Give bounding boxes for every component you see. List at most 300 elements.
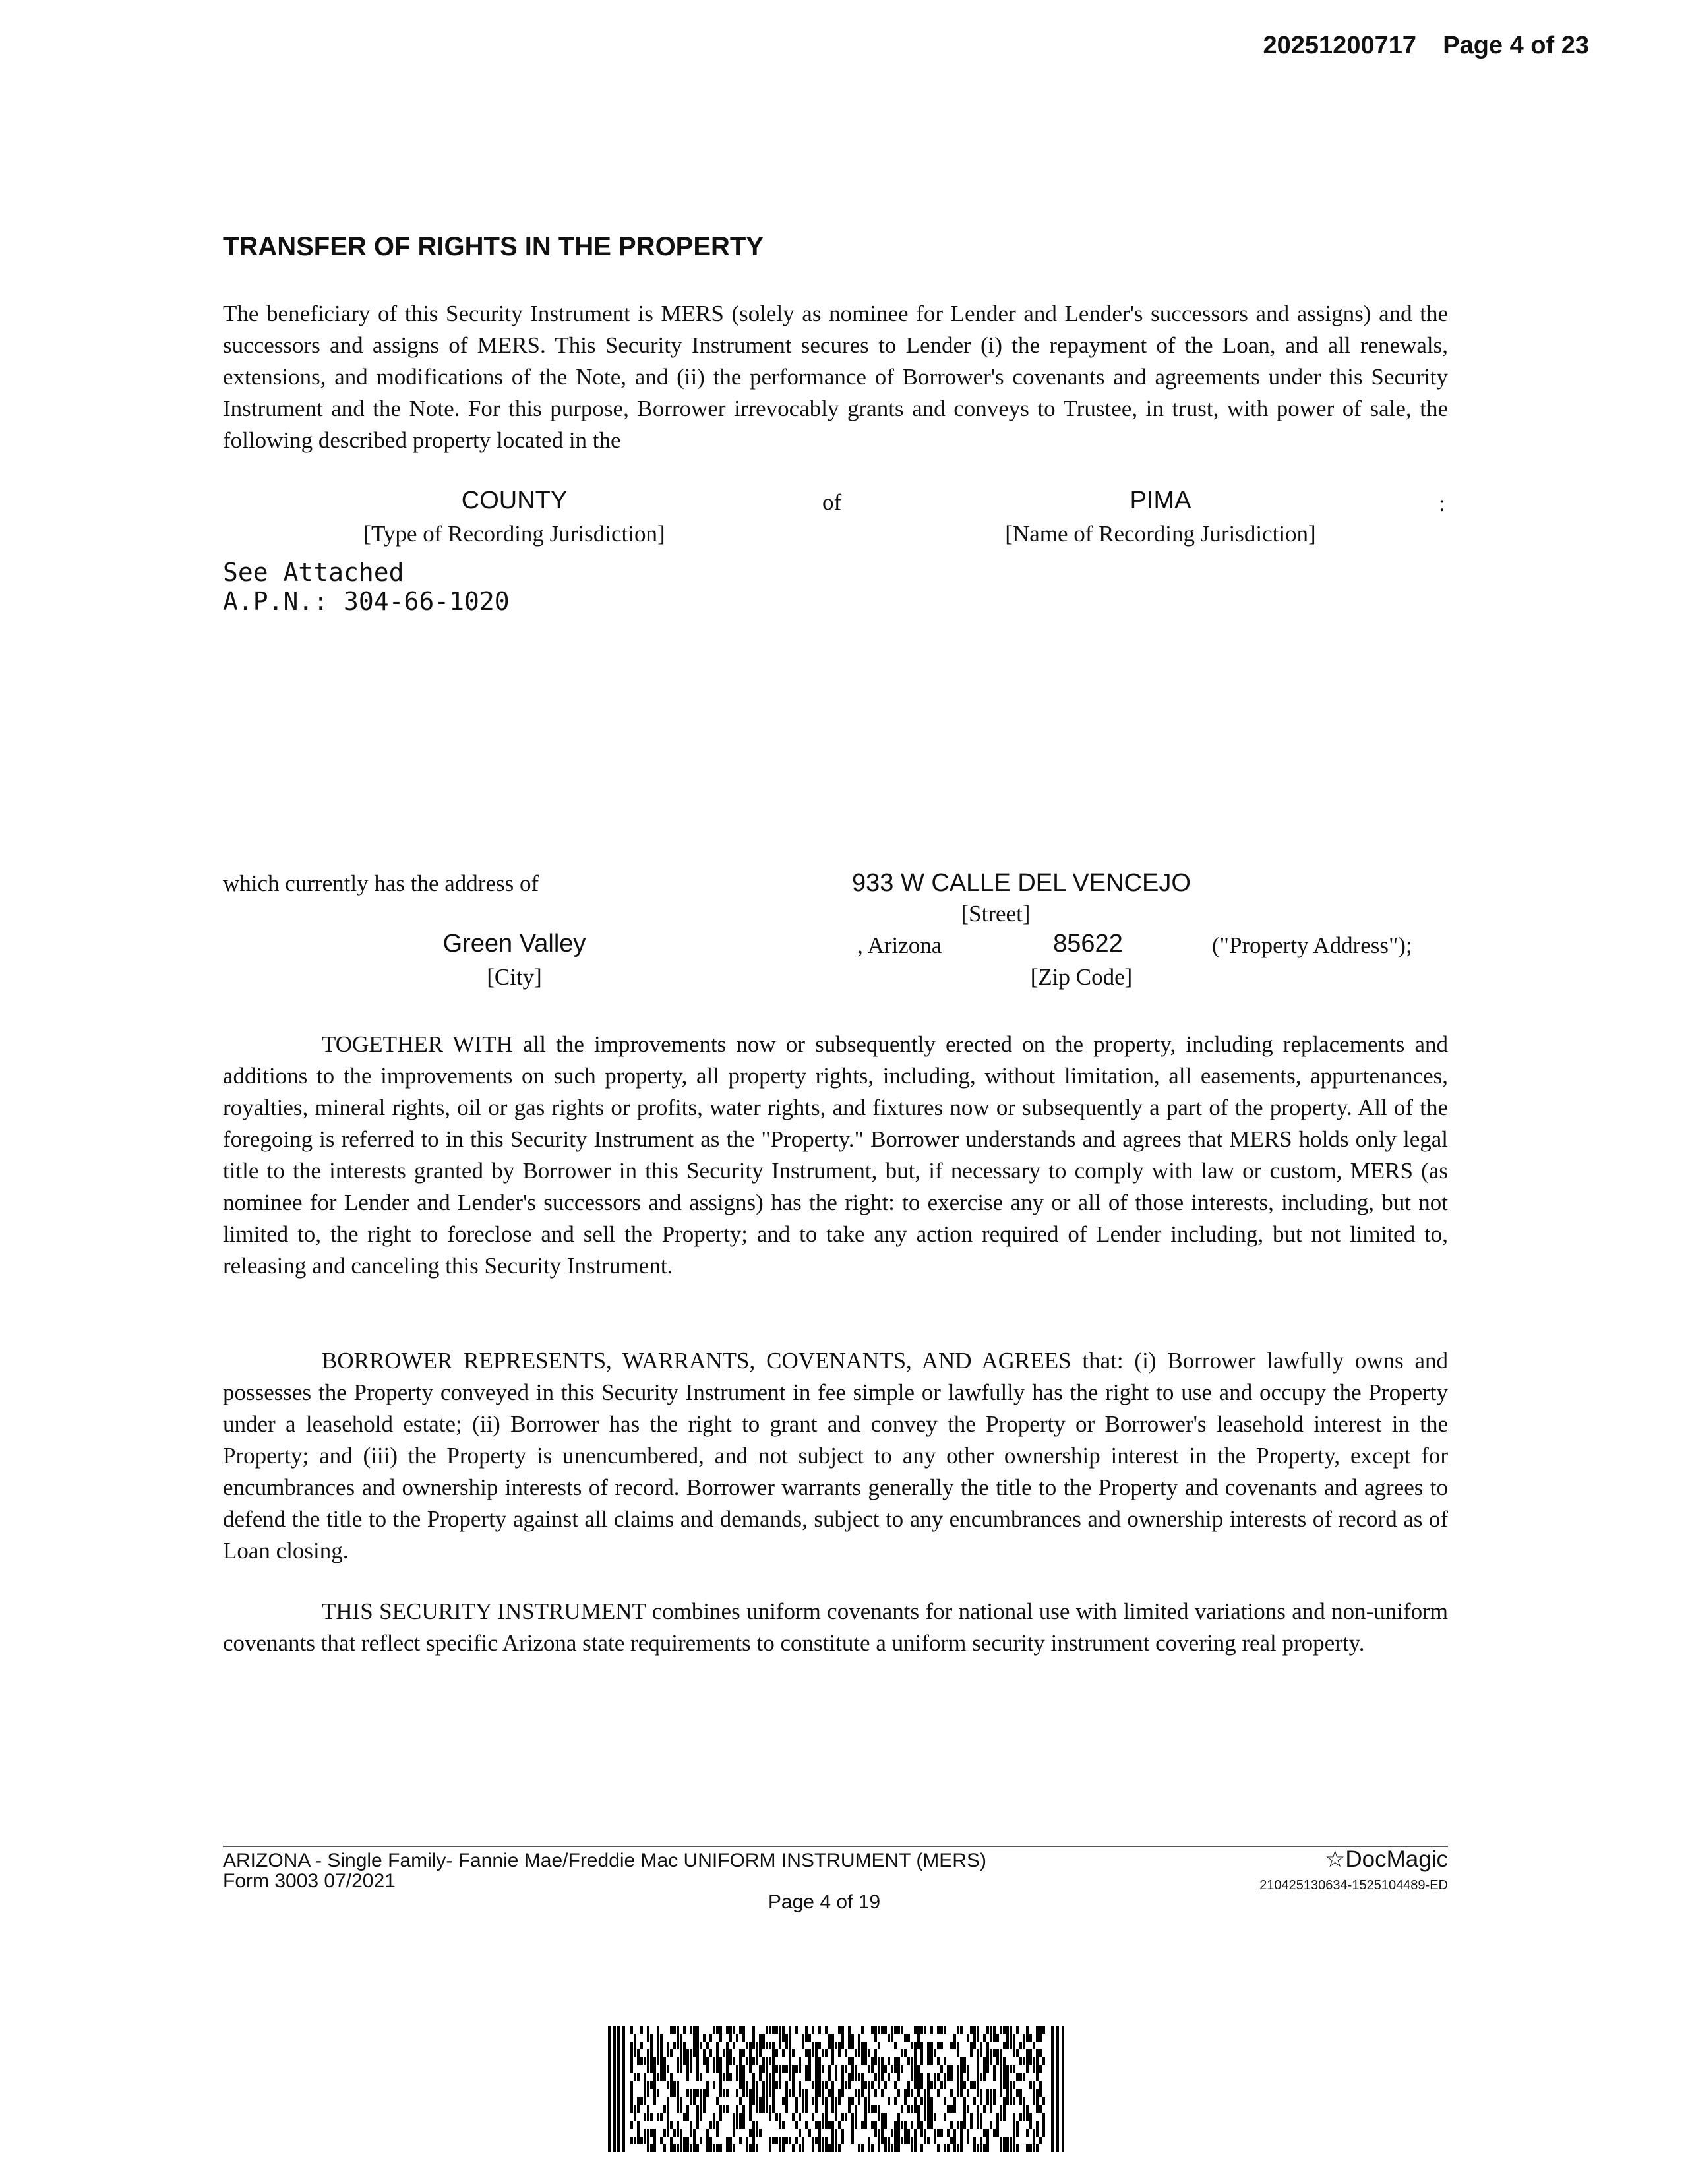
barcode-bar — [785, 2105, 788, 2113]
barcode-bar — [772, 2081, 775, 2089]
barcode-bar — [1039, 2034, 1042, 2042]
barcode-bar — [940, 2129, 943, 2137]
barcode-bar — [1036, 2065, 1039, 2073]
barcode-bar — [897, 2073, 900, 2081]
barcode-bar — [693, 2042, 696, 2049]
barcode-bar — [851, 2065, 854, 2073]
barcode-bar — [1013, 2113, 1015, 2121]
barcode-bar — [805, 2034, 808, 2042]
barcode-bar — [1036, 2034, 1039, 2042]
barcode-bar — [864, 2042, 867, 2049]
barcode-bar — [630, 2089, 633, 2097]
barcode-bar — [785, 2042, 788, 2049]
barcode-bar — [911, 2137, 913, 2144]
barcode-bar — [848, 2081, 851, 2089]
barcode-bar — [742, 2073, 745, 2081]
barcode-bar — [838, 2121, 841, 2129]
barcode-bar — [815, 2049, 818, 2057]
street-value: 933 W CALLE DEL VENCEJO — [852, 869, 1191, 897]
barcode-bar — [953, 2105, 956, 2113]
barcode-bar — [996, 2121, 999, 2129]
barcode-bar — [937, 2129, 940, 2137]
barcode-bar — [647, 2137, 649, 2144]
barcode-bar — [766, 2097, 768, 2105]
barcode-bar — [917, 2121, 920, 2129]
barcode-bar — [977, 2057, 979, 2065]
barcode-bar — [726, 2073, 729, 2081]
barcode-bar — [1042, 2121, 1045, 2129]
barcode-bar — [782, 2144, 785, 2152]
barcode-bar — [706, 2057, 709, 2065]
barcode-bar — [670, 2137, 673, 2144]
barcode-bar — [706, 2042, 709, 2049]
barcode-bar — [986, 2129, 989, 2137]
barcode-bar — [874, 2073, 877, 2081]
barcode-bar — [709, 2137, 712, 2144]
barcode-bar — [736, 2034, 738, 2042]
barcode-bar — [907, 2081, 910, 2089]
barcode-bar — [815, 2081, 818, 2089]
barcode-bar — [894, 2057, 897, 2065]
docmagic-logo — [1325, 1846, 1448, 1873]
barcode-bar — [1003, 2026, 1006, 2034]
barcode-bar — [716, 2026, 719, 2034]
barcode-bar — [977, 2026, 979, 2034]
barcode-bar — [934, 2049, 936, 2057]
barcode-bar — [733, 2057, 735, 2065]
barcode-bar — [713, 2026, 715, 2034]
barcode-bar — [640, 2097, 643, 2105]
barcode-bar — [729, 2049, 732, 2057]
barcode-bar — [802, 2105, 804, 2113]
barcode-bar — [967, 2089, 969, 2097]
barcode-bar — [677, 2144, 679, 2152]
barcode-bar — [841, 2073, 844, 2081]
barcode-bar — [990, 2089, 992, 2097]
barcode-bar — [977, 2081, 979, 2089]
barcode-bar — [937, 2042, 940, 2049]
barcode-bar — [706, 2081, 709, 2089]
barcode-bar — [736, 2113, 738, 2121]
barcode-bar — [1039, 2089, 1042, 2097]
barcode-bar — [703, 2034, 706, 2042]
barcode-bar — [990, 2121, 992, 2129]
barcode-bar — [630, 2049, 633, 2057]
barcode-bar — [825, 2097, 828, 2105]
barcode-bar — [716, 2097, 719, 2105]
barcode-bar — [1016, 2026, 1019, 2034]
barcode-bar — [1026, 2057, 1029, 2065]
barcode-bar — [700, 2105, 702, 2113]
barcode-bar — [775, 2049, 778, 2057]
barcode-bar — [805, 2089, 808, 2097]
barcode-bar — [630, 2137, 633, 2144]
barcode-bar — [927, 2042, 930, 2049]
barcode-bar — [1003, 2137, 1006, 2144]
barcode-bar — [822, 2113, 824, 2121]
barcode-bar — [838, 2144, 841, 2152]
barcode-bar — [657, 2057, 659, 2065]
barcode-bar — [888, 2034, 890, 2042]
barcode-bar — [1010, 2089, 1012, 2097]
barcode-bar — [986, 2057, 989, 2065]
barcode-bar — [700, 2073, 702, 2081]
barcode-bar — [914, 2137, 917, 2144]
barcode-bar — [911, 2073, 913, 2081]
barcode-bar — [960, 2065, 963, 2073]
barcode-bar — [924, 2113, 926, 2121]
barcode-bar — [1003, 2065, 1006, 2073]
barcode-bar — [983, 2073, 986, 2081]
barcode-bar — [637, 2129, 640, 2137]
barcode-bar — [739, 2137, 742, 2144]
barcode-bar — [634, 2034, 636, 2042]
barcode-bar — [742, 2081, 745, 2089]
barcode-bar — [630, 2121, 633, 2129]
barcode-bar — [891, 2129, 893, 2137]
barcode-bar — [891, 2026, 893, 2034]
barcode-bar — [894, 2129, 897, 2137]
barcode-bar — [1033, 2089, 1035, 2097]
barcode-bar — [749, 2105, 752, 2113]
barcode-bar — [739, 2121, 742, 2129]
barcode-bar — [733, 2144, 735, 2152]
barcode-bar — [785, 2081, 788, 2089]
security-instrument-paragraph: THIS SECURITY INSTRUMENT combines uniform covenants for national use with limited variations and non-uniform covenants that reflect specific Arizona state requirements to constitute a uniform security instrument covering real property. — [223, 1598, 1448, 1656]
barcode-bar — [700, 2113, 702, 2121]
barcode-bar — [996, 2034, 999, 2042]
barcode-bar — [841, 2137, 844, 2144]
barcode-bar — [1026, 2034, 1029, 2042]
barcode-bar — [881, 2113, 884, 2121]
barcode-bar — [799, 2113, 801, 2121]
barcode-bar — [970, 2049, 973, 2057]
barcode-bar — [752, 2144, 755, 2152]
barcode-bar — [686, 2089, 689, 2097]
barcode-bar — [838, 2097, 841, 2105]
barcode-bar — [914, 2129, 917, 2137]
barcode-bar — [871, 2026, 874, 2034]
barcode-bar — [957, 2121, 959, 2129]
barcode-bar — [660, 2034, 663, 2042]
barcode-bar — [1006, 2081, 1009, 2089]
barcode-bar — [733, 2121, 735, 2129]
barcode-bar — [766, 2065, 768, 2073]
barcode-bar — [644, 2089, 646, 2097]
barcode-bar — [953, 2129, 956, 2137]
barcode-bar — [897, 2057, 900, 2065]
barcode-bar — [696, 2057, 699, 2065]
barcode-bar — [831, 2057, 834, 2065]
barcode-bar — [1029, 2034, 1032, 2042]
barcode-bar — [756, 2042, 758, 2049]
barcode-bar — [855, 2105, 857, 2113]
barcode-bar — [789, 2026, 791, 2034]
barcode-bar — [683, 2026, 686, 2034]
barcode-bar — [1026, 2049, 1029, 2057]
barcode-bar — [993, 2089, 996, 2097]
barcode-bar — [831, 2144, 834, 2152]
barcode-bar — [930, 2121, 933, 2129]
barcode-bar — [1029, 2049, 1032, 2057]
barcode-bar — [924, 2137, 926, 2144]
barcode-bar — [920, 2042, 923, 2049]
barcode-bar — [924, 2089, 926, 2097]
barcode-bar — [673, 2144, 676, 2152]
barcode-bar — [815, 2121, 818, 2129]
barcode-bar — [858, 2073, 860, 2081]
jurisdiction-type-label: [Type of Recording Jurisdiction] — [363, 521, 665, 547]
barcode-bar — [1000, 2144, 1002, 2152]
barcode-bar — [1033, 2081, 1035, 2089]
barcode-bar — [815, 2097, 818, 2105]
barcode-bar — [822, 2049, 824, 2057]
barcode-bar — [802, 2097, 804, 2105]
barcode-bar — [986, 2065, 989, 2073]
barcode-bar — [861, 2049, 864, 2057]
barcode-bar — [733, 2113, 735, 2121]
barcode-bar — [927, 2097, 930, 2105]
barcode-bar — [986, 2049, 989, 2057]
barcode-bar — [802, 2034, 804, 2042]
barcode-bar — [957, 2026, 959, 2034]
barcode-bar — [884, 2065, 887, 2073]
barcode-bar — [881, 2026, 884, 2034]
barcode-bar — [1000, 2057, 1002, 2065]
barcode-bar — [897, 2026, 900, 2034]
barcode-bar — [818, 2042, 821, 2049]
barcode-bar — [677, 2129, 679, 2137]
barcode-bar — [944, 2073, 946, 2081]
barcode-bar — [1019, 2042, 1022, 2049]
barcode-bar — [884, 2144, 887, 2152]
barcode-bar — [848, 2026, 851, 2034]
barcode-bar — [716, 2144, 719, 2152]
barcode-bar — [756, 2105, 758, 2113]
barcode-bar — [914, 2097, 917, 2105]
of-word: of — [822, 489, 842, 515]
barcode-bar — [756, 2129, 758, 2137]
barcode-bar — [977, 2073, 979, 2081]
barcode-bar — [808, 2034, 811, 2042]
barcode-bar — [805, 2121, 808, 2129]
barcode-bar — [917, 2089, 920, 2097]
barcode-bar — [944, 2144, 946, 2152]
barcode-bar — [861, 2026, 864, 2034]
barcode-bar — [667, 2065, 669, 2073]
barcode-bar — [663, 2105, 666, 2113]
barcode-bar — [634, 2049, 636, 2057]
barcode-bar — [907, 2105, 910, 2113]
barcode-bar — [696, 2113, 699, 2121]
barcode-bar — [920, 2081, 923, 2089]
barcode-bar — [977, 2034, 979, 2042]
barcode-bar — [884, 2137, 887, 2144]
barcode-bar — [894, 2026, 897, 2034]
barcode-bar — [917, 2073, 920, 2081]
barcode-bar — [670, 2073, 673, 2081]
page-indicator: Page 4 of 23 — [1443, 32, 1589, 59]
barcode-bar — [855, 2049, 857, 2057]
barcode-bar — [749, 2129, 752, 2137]
barcode-bar — [878, 2026, 880, 2034]
barcode-bar — [970, 2081, 973, 2089]
barcode-bar — [868, 2049, 870, 2057]
barcode-bar — [663, 2073, 666, 2081]
barcode-bar — [841, 2113, 844, 2121]
barcode-bar — [835, 2105, 837, 2113]
barcode-bar — [802, 2137, 804, 2144]
barcode-bar — [1006, 2034, 1009, 2042]
barcode-bar — [752, 2089, 755, 2097]
barcode-bar — [759, 2034, 762, 2042]
barcode-bar — [874, 2129, 877, 2137]
barcode-bar — [927, 2105, 930, 2113]
barcode-bar — [746, 2089, 748, 2097]
barcode-bar — [983, 2057, 986, 2065]
barcode-bar — [726, 2026, 729, 2034]
barcode-bar — [917, 2026, 920, 2034]
barcode-bar — [818, 2081, 821, 2089]
footer-page-number: Page 4 of 19 — [768, 1891, 881, 1913]
barcode-bar — [996, 2113, 999, 2121]
barcode-bar — [901, 2049, 903, 2057]
barcode-bar — [924, 2129, 926, 2137]
barcode-bar — [855, 2065, 857, 2073]
barcode-bar — [1023, 2073, 1025, 2081]
barcode-bar — [752, 2081, 755, 2089]
barcode-bar — [670, 2121, 673, 2129]
barcode-bar — [967, 2129, 969, 2137]
barcode-bar — [762, 2034, 765, 2042]
barcode-bar — [868, 2065, 870, 2073]
barcode-bar — [927, 2057, 930, 2065]
zip-label: [Zip Code] — [1030, 964, 1133, 990]
barcode-bar — [677, 2097, 679, 2105]
barcode-bar — [927, 2049, 930, 2057]
barcode-bar — [891, 2034, 893, 2042]
barcode-bar — [756, 2089, 758, 2097]
barcode-bar — [772, 2057, 775, 2065]
barcode-bar — [831, 2121, 834, 2129]
barcode-bar — [782, 2049, 785, 2057]
barcode-bar — [762, 2097, 765, 2105]
barcode-bar — [897, 2137, 900, 2144]
barcode-bar — [878, 2129, 880, 2137]
barcode-bar — [693, 2034, 696, 2042]
barcode-bar — [924, 2097, 926, 2105]
barcode-bar — [855, 2089, 857, 2097]
barcode-bar — [920, 2073, 923, 2081]
barcode-bar — [818, 2026, 821, 2034]
barcode-bar — [713, 2057, 715, 2065]
barcode-bar — [630, 2065, 633, 2073]
barcode-bar — [855, 2121, 857, 2129]
barcode-bar — [670, 2026, 673, 2034]
barcode-bar — [1033, 2057, 1035, 2065]
barcode-bar — [953, 2097, 956, 2105]
barcode-bar — [818, 2073, 821, 2081]
barcode-bar — [696, 2026, 699, 2034]
barcode-bar — [667, 2097, 669, 2105]
barcode-bar — [881, 2073, 884, 2081]
barcode-bar — [1016, 2073, 1019, 2081]
barcode-bar — [779, 2121, 781, 2129]
barcode-bar — [726, 2144, 729, 2152]
barcode-bar — [759, 2129, 762, 2137]
barcode-bar — [756, 2081, 758, 2089]
barcode-bar — [634, 2073, 636, 2081]
barcode-bar — [831, 2097, 834, 2105]
barcode-bar — [792, 2081, 795, 2089]
barcode-bar — [782, 2097, 785, 2105]
barcode-bar — [723, 2049, 725, 2057]
barcode-bar — [851, 2121, 854, 2129]
barcode-bar — [805, 2097, 808, 2105]
barcode-bar — [831, 2137, 834, 2144]
barcode-bar — [660, 2113, 663, 2121]
barcode-bar — [680, 2097, 682, 2105]
barcode-bar — [726, 2137, 729, 2144]
barcode-bar — [930, 2026, 933, 2034]
barcode-bar — [891, 2144, 893, 2152]
barcode-bar — [977, 2049, 979, 2057]
barcode-bar — [986, 2026, 989, 2034]
barcode-bar — [802, 2042, 804, 2049]
barcode-bar — [653, 2129, 656, 2137]
barcode-bar — [1036, 2049, 1039, 2057]
barcode-bar — [762, 2042, 765, 2049]
barcode-bar — [657, 2026, 659, 2034]
barcode-bar — [1010, 2026, 1012, 2034]
barcode-bar — [785, 2089, 788, 2097]
barcode-bar — [911, 2121, 913, 2129]
barcode-bar — [1013, 2097, 1015, 2105]
barcode-bar — [901, 2105, 903, 2113]
barcode-bar — [762, 2105, 765, 2113]
barcode-bar — [861, 2073, 864, 2081]
barcode-bar — [993, 2065, 996, 2073]
barcode-bar — [1036, 2121, 1039, 2129]
together-with-paragraph: TOGETHER WITH all the improvements now or subsequently erected on the property, including replacements and additions to the improvements on such property, all property rights, including, without limitation, all easements, appurtenances, royalties, mineral rights, oil or gas rights or profits, water rights, and fixtures now or subsequently a part of the property. All of the foregoing is referred to in this Security Instrument as the "Property." Borrower understands and agrees that MERS holds only legal title to the interests granted by Borrower in this Security Instrument, but, if necessary to comply with law or custom, MERS (as nominee for Lender and Lender's successors and assigns) has the right: to exercise any or all of those interests, including, but not limited to, the right to foreclose and sell the Property; and to take any action required of Lender including, but not limited to, releasing and canceling this Security Instrument. — [223, 1031, 1448, 1279]
barcode-bar — [858, 2097, 860, 2105]
barcode-bar — [878, 2057, 880, 2065]
barcode-bar — [742, 2026, 745, 2034]
barcode-bar — [660, 2057, 663, 2065]
barcode-bar — [1036, 2129, 1039, 2137]
barcode-bar — [690, 2065, 692, 2073]
barcode-bar — [1016, 2089, 1019, 2097]
barcode-bar — [742, 2105, 745, 2113]
barcode-bar — [980, 2113, 982, 2121]
barcode-bar — [782, 2137, 785, 2144]
barcode-bar — [815, 2042, 818, 2049]
barcode-bar — [733, 2026, 735, 2034]
barcode-bar — [703, 2049, 706, 2057]
barcode-bar — [640, 2026, 643, 2034]
barcode-bar — [1013, 2137, 1015, 2144]
barcode-bar — [1036, 2073, 1039, 2081]
barcode-bar — [680, 2105, 682, 2113]
barcode-bar — [831, 2049, 834, 2057]
barcode-bar — [1026, 2105, 1029, 2113]
barcode-bar — [749, 2097, 752, 2105]
barcode-bar — [693, 2026, 696, 2034]
barcode-bar — [647, 2129, 649, 2137]
barcode-bar — [657, 2049, 659, 2057]
barcode-bar — [1006, 2144, 1009, 2152]
barcode-bar — [756, 2057, 758, 2065]
